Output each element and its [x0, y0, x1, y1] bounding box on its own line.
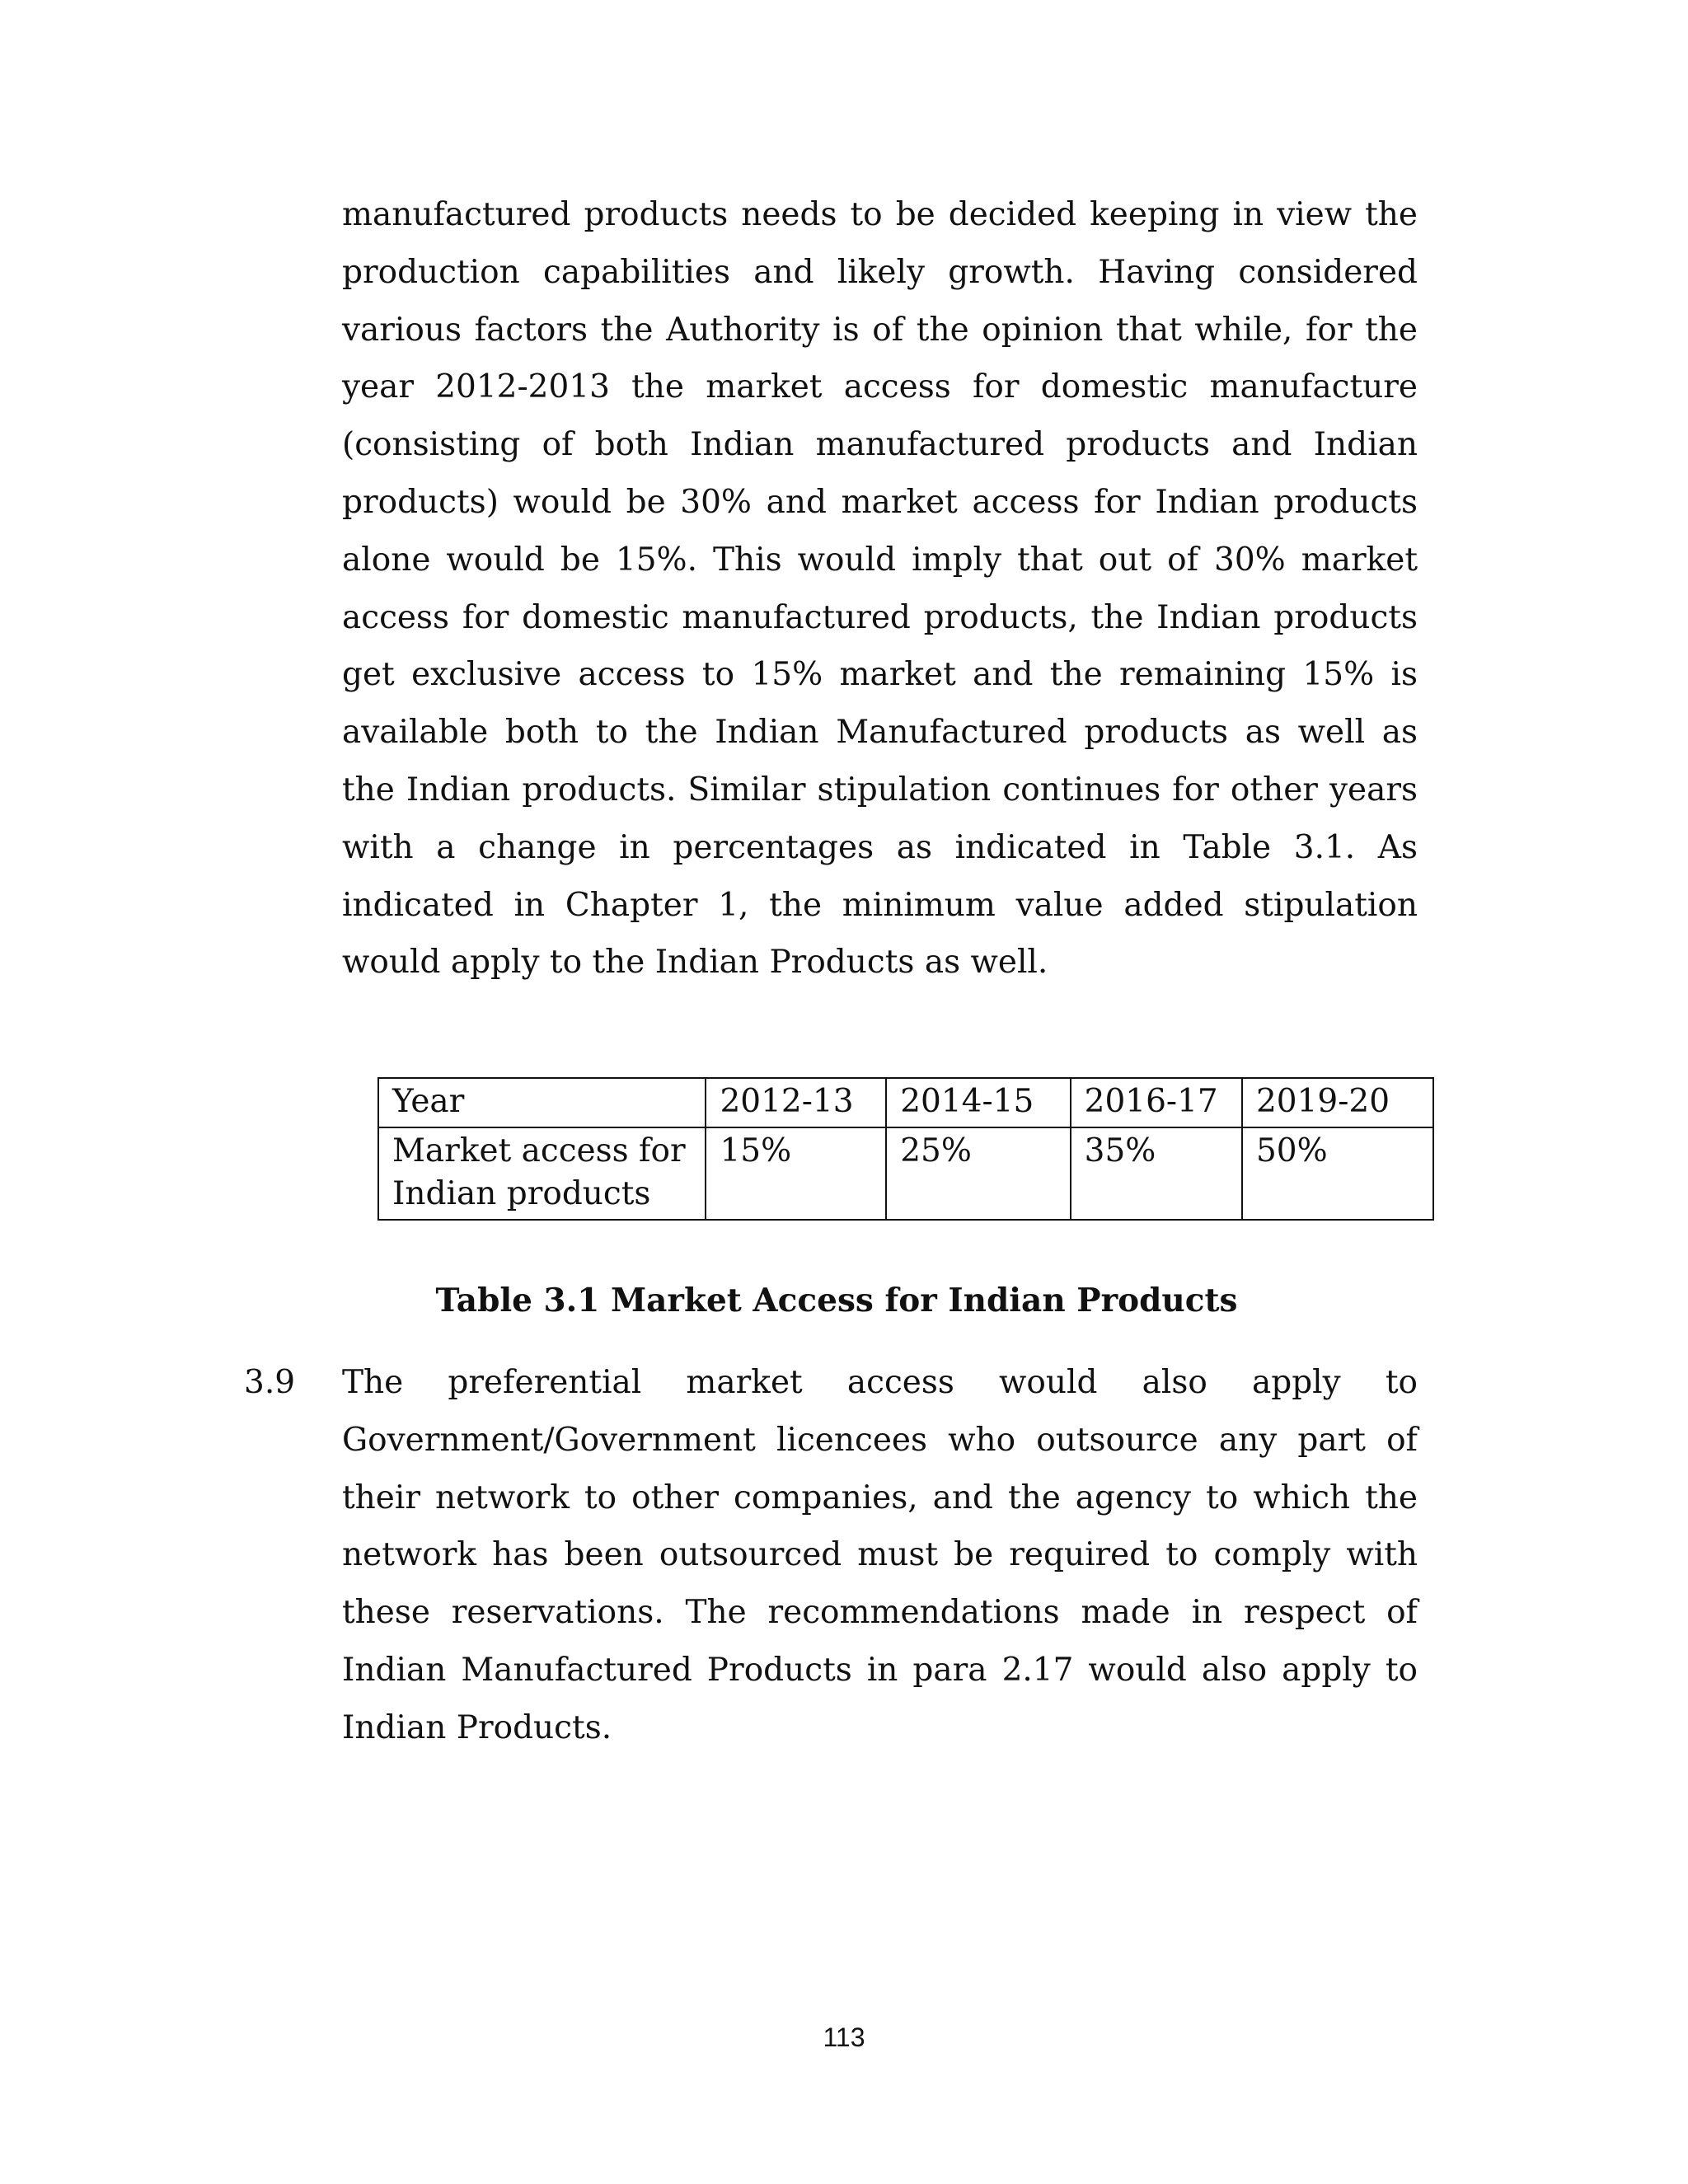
- page-number: 113: [823, 2022, 865, 2052]
- table-data-row: [378, 1127, 1433, 1220]
- section-3-9-paragraph: The preferential market access would also apply to Government/Government licencees who outsource any part of their network to other companies, and the agency to which the network has been outsourced must be required to comply with these reservations. The recommendations made in respect of Indian Manufactured Products in para 2.17 would also apply to Indian Products.: [342, 1364, 1418, 1746]
- section-number: 3.9: [244, 1364, 296, 1401]
- market-access-table: [377, 1077, 1434, 1221]
- table-cell-row-label: Market access for Indian products: [378, 1127, 706, 1220]
- table-cell-value-2019-20: 50%: [1242, 1127, 1433, 1220]
- table-cell-year-2019-20: 2019-20: [1242, 1078, 1433, 1127]
- continuation-paragraph: manufactured products needs to be decided keeping in view the production capabilities and likely growth. Having considered various factors the Authority is of the opinion that while, for the year 2012-2013 the market access for domestic manufacture (consisting of both Indian manufactured products and Indian products) would be 30% and market access for Indian products alone would be 15%. This would imply that out of 30% market access for domestic manufactured products, the Indian products get exclusive access to 15% market and the remaining 15% is available both to the Indian Manufactured products as well as the Indian products. Similar stipulation continues for other years with a change in percentages as indicated in Table 3.1. As indicated in Chapter 1, the minimum value added stipulation would apply to the Indian Products as well.: [342, 196, 1418, 982]
- table-caption: Table 3.1 Market Access for Indian Products: [435, 1282, 1238, 1319]
- table-cell-value-2014-15: 25%: [886, 1127, 1070, 1220]
- table-cell-year-label: Year: [378, 1078, 706, 1127]
- table-cell-value-2012-13: 15%: [706, 1127, 886, 1220]
- table-cell-year-2014-15: 2014-15: [886, 1078, 1070, 1127]
- table-cell-year-2016-17: 2016-17: [1071, 1078, 1242, 1127]
- table-header-row: [378, 1078, 1433, 1127]
- table-cell-value-2016-17: 35%: [1071, 1127, 1242, 1220]
- table-cell-year-2012-13: 2012-13: [706, 1078, 886, 1127]
